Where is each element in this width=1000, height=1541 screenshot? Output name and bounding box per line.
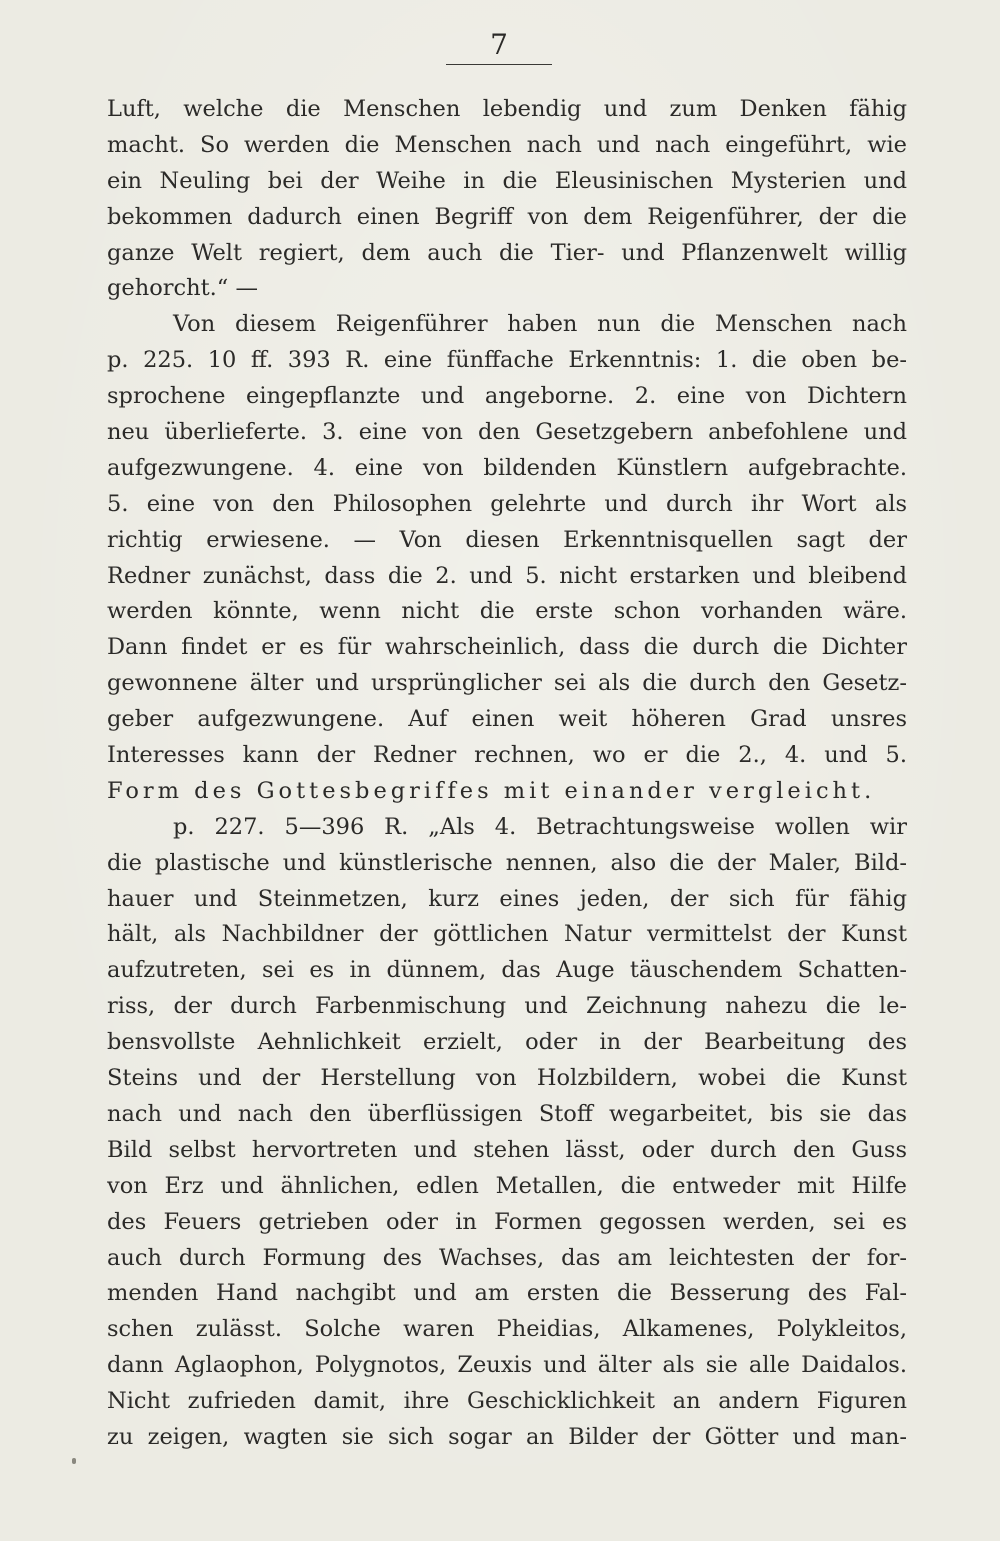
text-line: Form des Gottesbegriffes mit einander vergleicht. [107, 777, 876, 804]
text-line: neu überlieferte. 3. eine von den Gesetzgebern anbefohlene und [107, 419, 907, 446]
text-line: ganze Welt regiert, dem auch die Tier- und Pflanzenwelt willig [107, 239, 907, 266]
text-line: 5. eine von den Philosophen gelehrte und durch ihr Wort als [107, 490, 907, 517]
text-line: bekommen dadurch einen Begriff von dem Reigenführer, der die [107, 203, 907, 230]
text-line: des Feuers getrieben oder in Formen gegossen werden, sei es [107, 1208, 907, 1235]
text-line: Interesses kann der Redner rechnen, wo er die 2., 4. und 5. [107, 742, 907, 769]
body-text [107, 92, 907, 1456]
text-line: gewonnene älter und ursprünglicher sei als die durch den Gesetz- [107, 670, 907, 697]
text-line: richtig erwiesene. — Von diesen Erkenntnisquellen sagt der [107, 526, 907, 553]
text-line: Redner zunächst, dass die 2. und 5. nicht erstarken und bleibend [107, 562, 907, 589]
text-line: hält, als Nachbildner der göttlichen Natur vermittelst der Kunst [107, 921, 907, 948]
text-line: aufgezwungene. 4. eine von bildenden Künstlern aufgebrachte. [107, 454, 907, 481]
text-line: auch durch Formung des Wachses, das am leichtesten der for- [107, 1244, 907, 1271]
text-line: geber aufgezwungene. Auf einen weit höheren Grad unsres [107, 706, 907, 733]
text-line: hauer und Steinmetzen, kurz eines jeden, der sich für fähig [107, 885, 907, 912]
text-line: die plastische und künstlerische nennen, also die der Maler, Bild- [107, 849, 907, 876]
text-line: werden könnte, wenn nicht die erste schon vorhanden wäre. [107, 598, 907, 625]
text-line: ein Neuling bei der Weihe in die Eleusinischen Mysterien und [107, 167, 907, 194]
text-line: zu zeigen, wagten sie sich sogar an Bilder der Götter und man- [107, 1423, 907, 1450]
text-line: Dann findet er es für wahrscheinlich, dass die durch die Dichter [107, 634, 907, 661]
paper-speck [72, 1458, 76, 1464]
text-line: p. 225. 10 ff. 393 R. eine fünffache Erkenntnis: 1. die oben be- [107, 347, 907, 374]
text-line: dann Aglaophon, Polygnotos, Zeuxis und älter als sie alle Daidalos. [107, 1352, 907, 1379]
text-line: bensvollste Aehnlichkeit erzielt, oder in der Bearbeitung des [107, 1029, 907, 1056]
text-line: Steins und der Herstellung von Holzbildern, wobei die Kunst [107, 1065, 907, 1092]
text-line: menden Hand nachgibt und am ersten die Besserung des Fal- [107, 1280, 907, 1307]
text-line: gehorcht.“ — [107, 275, 258, 302]
text-line: schen zulässt. Solche waren Pheidias, Alkamenes, Polykleitos, [107, 1316, 907, 1343]
text-line: p. 227. 5—396 R. „Als 4. Betrachtungsweise wollen wir [173, 813, 907, 840]
page-number-rule [446, 64, 552, 65]
page-number: 7 [490, 28, 508, 61]
text-line: sprochene eingepflanzte und angeborne. 2. eine von Dichtern [107, 383, 907, 410]
text-line: von Erz und ähnlichen, edlen Metallen, die entweder mit Hilfe [107, 1172, 907, 1199]
text-line: riss, der durch Farbenmischung und Zeichnung nahezu die le- [107, 993, 907, 1020]
text-line: Nicht zufrieden damit, ihre Geschicklichkeit an andern Figuren [107, 1388, 907, 1415]
text-line: Luft, welche die Menschen lebendig und zum Denken fähig [107, 96, 907, 122]
text-line: Von diesem Reigenführer haben nun die Menschen nach [173, 311, 907, 338]
text-line: Bild selbst hervortreten und stehen lässt, oder durch den Guss [107, 1136, 907, 1163]
text-line: aufzutreten, sei es in dünnem, das Auge täuschendem Schatten- [107, 957, 907, 984]
text-line: macht. So werden die Menschen nach und nach eingeführt, wie [107, 131, 907, 158]
text-line: nach und nach den überflüssigen Stoff wegarbeitet, bis sie das [107, 1100, 907, 1127]
